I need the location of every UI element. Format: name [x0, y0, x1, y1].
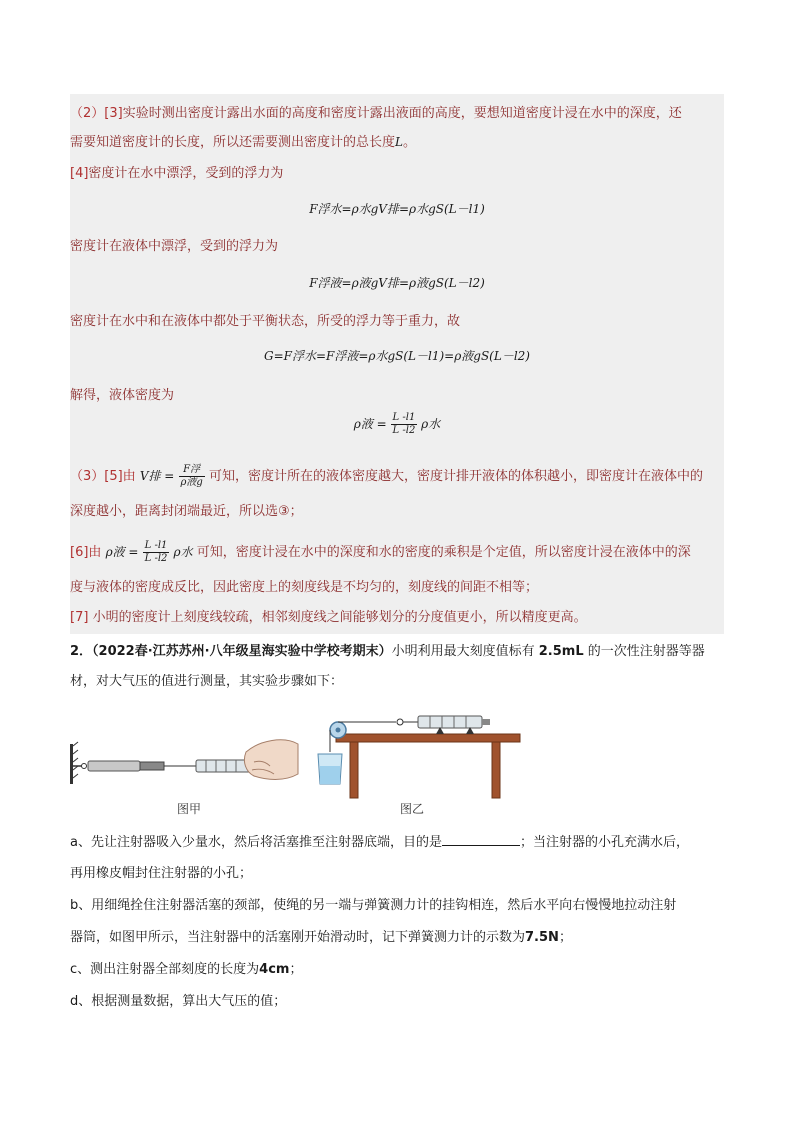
- density-fraction-inline: $\frac{L -l1}{L -l2}$: [144, 540, 168, 564]
- caption-yi: 图乙: [400, 802, 425, 816]
- answer-line-1: （2）[3]实验时测出密度计露出水面的高度和密度计露出液面的高度，要想知道密度计浸在水中的深度，还: [70, 106, 682, 121]
- volume-fraction: $\frac{\text{F浮}}{\text{ρ液g}}$: [180, 464, 203, 488]
- equation-buoyancy-water: F浮水=ρ水gV排=ρ水gS(L－l1): [309, 202, 485, 216]
- equation-liquid-density: ρ液 = $\frac{L -l1}{L -l2}$ ρ水: [353, 412, 441, 436]
- figure-jia: [70, 732, 300, 794]
- step-d: d、根据测量数据，算出大气压的值；: [70, 994, 287, 1009]
- step-a-line-2: 再用橡皮帽封住注射器的小孔；: [70, 866, 253, 881]
- answer-line-11: [7] 小明的密度计上刻度线较疏，相邻刻度线之间能够划分的分度值更小，所以精度更高。: [70, 610, 587, 625]
- answer-blank[interactable]: [442, 832, 520, 846]
- step-b-line-2: 器筒，如图甲所示，当注射器中的活塞刚开始滑动时，记下弹簧测力计的示数为7.5N；: [70, 930, 572, 945]
- answer-line-10: 度与液体的密度成反比，因此密度上的刻度线是不均匀的，刻度线的间距不相等；: [70, 580, 539, 595]
- answer-line-3: [4]密度计在水中漂浮，受到的浮力为: [70, 166, 284, 181]
- equation-equilibrium: G=F浮水=F浮液=ρ水gS(L－l1)=ρ液gS(L－l2): [264, 349, 530, 363]
- density-fraction: $\frac{L -l1}{L -l2}$: [392, 412, 416, 436]
- step-c: c、测出注射器全部刻度的长度为4cm；: [70, 962, 303, 977]
- equation-buoyancy-liquid: F浮液=ρ液gV排=ρ液gS(L－l2): [309, 276, 485, 290]
- answer-line-7: （3）[5]由 V排 = $\frac{\text{F浮}}{\text{ρ液g}}$ 可知，密度计所在的液体密度越大，密度计排开液体的体积越小，即密度计在液体中的: [70, 464, 703, 488]
- answer-block: [70, 94, 724, 634]
- step-a-line-1: a、先让注射器吸入少量水，然后将活塞推至注射器底端，目的是 ；当注射器的小孔充满水后，: [70, 832, 730, 853]
- figure-yi: [312, 708, 524, 800]
- answer-line-4: 密度计在液体中漂浮，受到的浮力为: [70, 239, 279, 254]
- answer-line-9: [6]由 ρ液 = $\frac{L -l1}{L -l2}$ ρ水 可知，密度计浸在水中的深度和水的密度的乘积是个定值，所以密度计浸在液体中的深: [70, 540, 691, 564]
- answer-line-5: 密度计在水中和在液体中都处于平衡状态，所受的浮力等于重力，故: [70, 314, 461, 329]
- caption-jia: 图甲: [177, 802, 202, 816]
- step-b-line-1: b、用细绳拴住注射器活塞的颈部，使绳的另一端与弹簧测力计的挂钩相连，然后水平向右慢慢地拉动注射: [70, 898, 677, 913]
- answer-line-2: 需要知道密度计的长度，所以还需要测出密度计的总长度L。: [70, 135, 416, 150]
- answer-line-6: 解得，液体密度为: [70, 388, 175, 403]
- answer-line-8: 深度越小，距离封闭端最近，所以选③；: [70, 504, 303, 519]
- question-stem-line-1: 2．（2022春·江苏苏州·八年级星海实验中学校考期末）小明利用最大刻度值标有 2.5mL 的一次性注射器等器: [70, 644, 705, 659]
- question-stem-line-2: 材，对大气压的值进行测量，其实验步骤如下：: [70, 674, 344, 689]
